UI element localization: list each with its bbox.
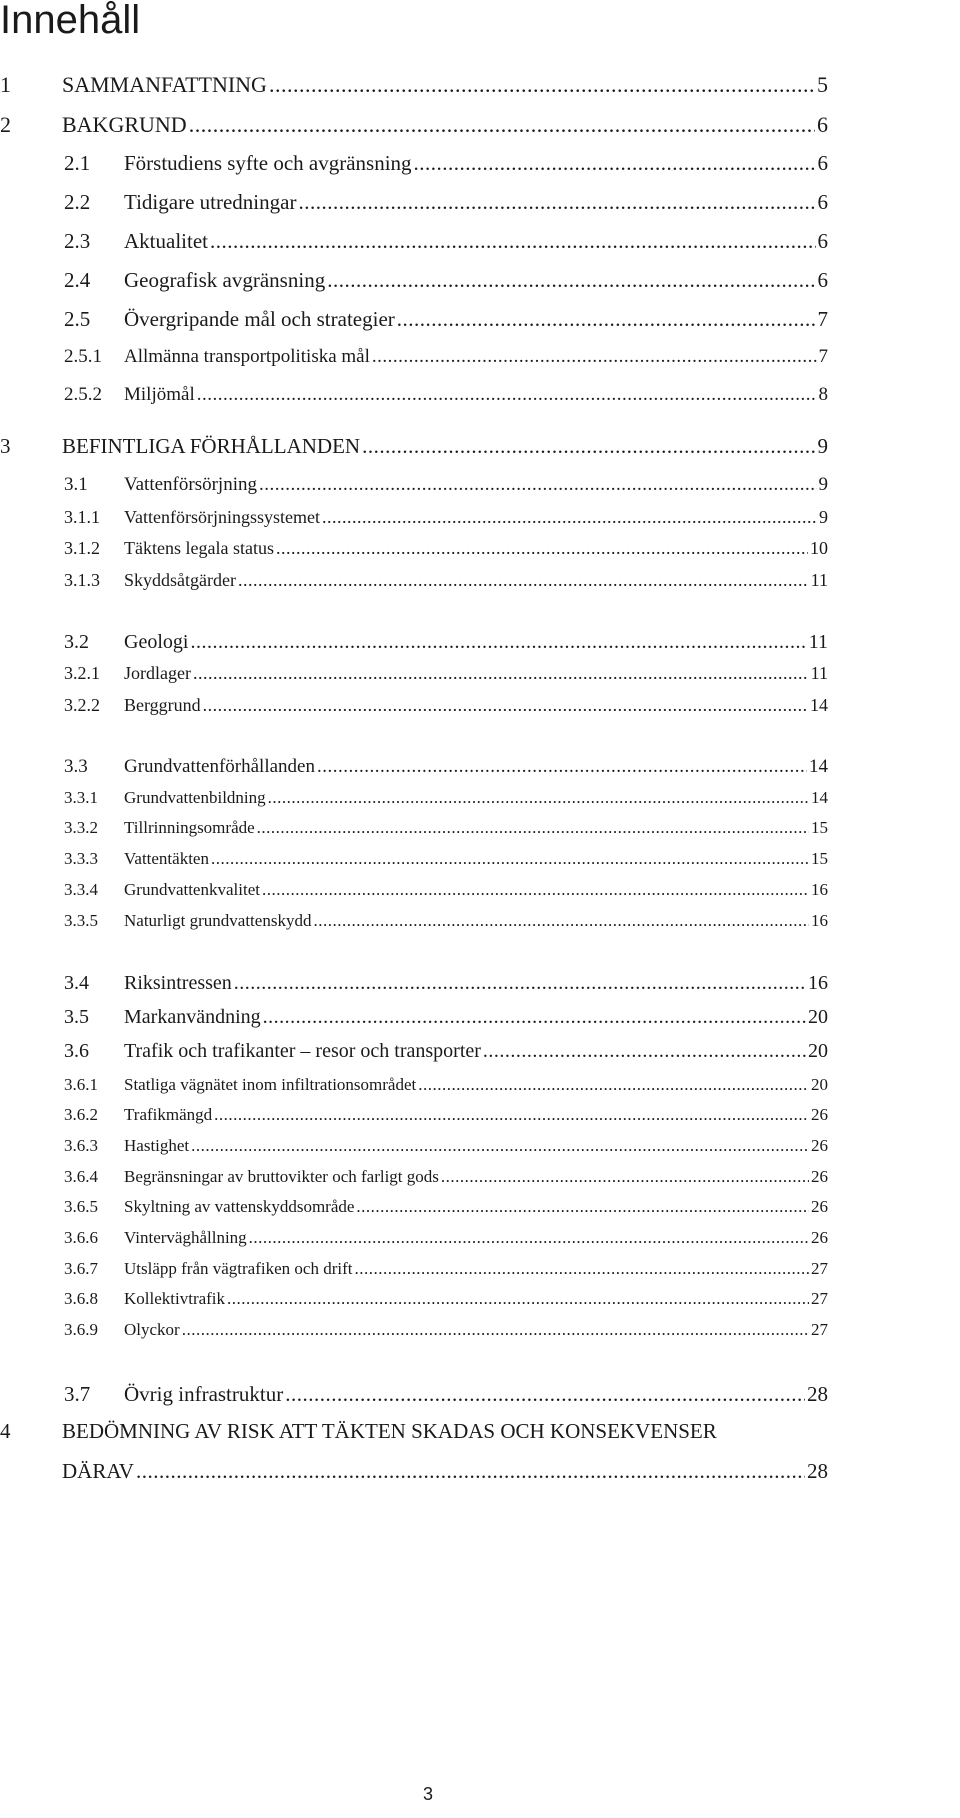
toc-entry-page: 9 (817, 434, 828, 458)
toc-leader-dots (327, 268, 815, 293)
toc-entry-page: 26 (811, 1228, 828, 1247)
toc-entry-number: 3.4 (64, 972, 89, 994)
toc-entry-page: 9 (819, 507, 828, 527)
toc-entry-number: 2.4 (64, 268, 91, 292)
toc-entry[interactable] (64, 695, 828, 716)
toc-entry-page: 10 (810, 538, 828, 558)
toc-entry-number: 3.6.9 (64, 1320, 98, 1339)
toc-entry[interactable] (64, 1075, 828, 1095)
toc-entry-page: 20 (808, 1006, 828, 1028)
toc-leader-dots (354, 1259, 809, 1279)
toc-entry-page: 16 (811, 911, 828, 930)
toc-entry-number: 4 (0, 1419, 11, 1443)
toc-leader-dots (372, 346, 817, 368)
toc-entry-number: 2.5.1 (64, 346, 102, 367)
toc-entry-title: Markanvändning (124, 1006, 261, 1028)
toc-entry[interactable] (64, 818, 828, 838)
toc-entry-page: 6 (817, 151, 828, 175)
toc-entry-title: Aktualitet (124, 229, 208, 253)
toc-entry-number: 3.2.2 (64, 695, 100, 715)
toc-entry[interactable] (64, 151, 828, 176)
toc-entry-title: Vinterväghållning (124, 1228, 247, 1247)
toc-entry-number: 3.5 (64, 1006, 89, 1028)
toc-entry[interactable] (64, 229, 828, 254)
toc-leader-dots (193, 663, 809, 684)
toc-entry[interactable] (64, 1040, 828, 1063)
toc-leader-dots (397, 307, 816, 332)
toc-leader-dots (269, 72, 815, 98)
toc-entry-title: Berggrund (124, 695, 201, 715)
toc-entry-number: 3.6.7 (64, 1259, 98, 1278)
toc-entry-number: 2 (0, 112, 11, 137)
toc-entry-title: Tidigare utredningar (124, 190, 297, 214)
toc-entry[interactable] (0, 72, 828, 98)
toc-entry-page: 14 (810, 695, 828, 715)
toc-leader-dots (268, 788, 809, 808)
toc-entry-title: BAKGRUND (62, 112, 187, 137)
toc-entry-number: 3.6 (64, 1040, 89, 1062)
toc-entry[interactable] (64, 880, 828, 900)
toc-entry[interactable] (64, 849, 828, 869)
page-number: 3 (422, 1784, 433, 1804)
toc-entry-number: 2.5.2 (64, 384, 102, 405)
toc-leader-dots (418, 1075, 809, 1095)
toc-entry-title: Grundvattenkvalitet (124, 880, 260, 899)
toc-entry-title: SAMMANFATTNING (62, 72, 267, 97)
toc-entry-page: 26 (811, 1167, 828, 1186)
toc-leader-dots (197, 384, 817, 406)
page-title: Innehåll (0, 0, 141, 42)
toc-entry[interactable] (64, 570, 828, 591)
toc-entry[interactable] (0, 434, 828, 459)
toc-entry-title: Miljömål (124, 384, 195, 405)
toc-entry-title: Grundvattenbildning (124, 788, 266, 807)
toc-entry[interactable] (64, 788, 828, 808)
toc-entry[interactable] (64, 663, 828, 684)
toc-entry-number: 2.1 (64, 151, 91, 175)
toc-entry-title: Grundvattenförhållanden (124, 756, 315, 777)
toc-entry-page: 15 (811, 818, 828, 837)
toc-entry[interactable] (64, 1006, 828, 1029)
toc-entry-page: 27 (811, 1320, 828, 1339)
toc-entry-number: 2.2 (64, 190, 91, 214)
toc-entry-page: 7 (818, 346, 828, 367)
toc-entry-page: 6 (817, 229, 828, 253)
toc-entry[interactable] (64, 268, 828, 293)
toc-entry-number: 3.3.3 (64, 849, 98, 868)
toc-entry-page: 28 (807, 1382, 828, 1406)
toc-leader-dots (262, 880, 809, 900)
toc-leader-dots (317, 756, 807, 778)
toc-leader-dots (238, 570, 809, 591)
toc-entry-number: 3 (0, 434, 11, 458)
toc-leader-dots (356, 1197, 809, 1217)
toc-entry[interactable] (64, 1105, 828, 1125)
toc-entry[interactable] (64, 307, 828, 332)
toc-entry-page: 26 (811, 1136, 828, 1155)
toc-entry-number: 3.7 (64, 1382, 91, 1406)
toc-entry-page: 15 (811, 849, 828, 868)
toc-entry-page: 27 (811, 1259, 828, 1278)
toc-entry[interactable] (64, 1136, 828, 1156)
toc-entry-page: 6 (817, 268, 828, 292)
toc-entry-number: 3.6.4 (64, 1167, 98, 1186)
toc-entry-number: 3.3.1 (64, 788, 98, 807)
toc-entry-page: 6 (817, 190, 828, 214)
toc-leader-dots (214, 1105, 809, 1125)
toc-entry-page: 20 (811, 1075, 828, 1094)
toc-entry-title: Utsläpp från vägtrafiken och drift (124, 1259, 353, 1278)
toc-leader-dots (234, 972, 806, 995)
toc-entry-title: BEFINTLIGA FÖRHÅLLANDEN (62, 434, 361, 458)
toc-entry[interactable] (64, 474, 828, 496)
toc-entry[interactable] (64, 756, 828, 778)
toc-leader-dots (203, 695, 808, 716)
toc-entry-page: 20 (808, 1040, 828, 1062)
toc-entry-title: Statliga vägnätet inom infiltrationsområdet (124, 1075, 417, 1094)
toc-entry-number: 3.6.3 (64, 1136, 98, 1155)
toc-entry-page: 11 (808, 631, 828, 653)
toc-entry[interactable] (64, 190, 828, 215)
toc-leader-dots (190, 631, 806, 654)
toc-entry-page: 8 (818, 384, 828, 405)
toc-entry[interactable] (64, 1228, 828, 1248)
toc-entry-title: Kollektivtrafik (124, 1289, 226, 1308)
toc-entry[interactable] (0, 112, 828, 138)
toc-leader-dots (189, 112, 815, 138)
toc-leader-dots (259, 474, 817, 496)
toc-entry-page: 26 (811, 1197, 828, 1216)
toc-leader-dots (210, 229, 816, 254)
toc-leader-dots (227, 1289, 809, 1309)
toc-entry-title: Vattenförsörjningssystemet (124, 507, 320, 527)
toc-entry-title: Vattenförsörjning (124, 474, 257, 495)
toc-entry-title: Förstudiens syfte och avgränsning (124, 151, 412, 175)
toc-entry-page: 14 (809, 756, 828, 777)
toc-entry-title: Hastighet (124, 1136, 190, 1155)
toc-leader-dots (182, 1320, 809, 1340)
toc-entry-title: DÄRAV (62, 1459, 134, 1483)
toc-entry-page: 7 (817, 307, 828, 331)
toc-entry-page: 16 (808, 972, 828, 994)
toc-entry-number: 3.6.8 (64, 1289, 98, 1308)
toc-entry-page: 28 (807, 1459, 828, 1483)
toc-entry[interactable] (64, 911, 828, 931)
toc-entry-title: Begränsningar av bruttovikter och farligt gods (124, 1167, 439, 1186)
toc-entry-title: Skyltning av vattenskyddsområde (124, 1197, 355, 1216)
toc-entry-title: Övergripande mål och strategier (124, 307, 395, 331)
toc-leader-dots (191, 1136, 809, 1156)
toc-entry-title: Täktens legala status (124, 538, 274, 558)
toc-entry-number: 1 (0, 72, 11, 97)
toc-entry[interactable] (0, 1419, 828, 1444)
toc-leader-dots (298, 190, 815, 215)
toc-entry-number: 3.3.2 (64, 818, 98, 837)
toc-entry-title: Vattentäkten (124, 849, 209, 868)
toc-entry-number: 3.3.5 (64, 911, 98, 930)
toc-entry-title: Skyddsåtgärder (124, 570, 236, 590)
toc-entry-number: 3.6.2 (64, 1105, 98, 1124)
toc-entry-number: 3.6.6 (64, 1228, 98, 1247)
toc-entry-number: 3.1 (64, 474, 88, 495)
toc-entry[interactable] (64, 1382, 828, 1407)
toc-leader-dots (362, 434, 815, 459)
toc-entry-number: 3.3.4 (64, 880, 98, 899)
toc-leader-dots (249, 1228, 809, 1248)
toc-entry[interactable] (64, 384, 828, 406)
toc-entry-page: 26 (811, 1105, 828, 1124)
toc-entry[interactable] (64, 631, 828, 654)
toc-entry[interactable] (64, 346, 828, 368)
toc-entry[interactable] (64, 1259, 828, 1279)
toc-entry-title: Tillrinningsområde (124, 818, 255, 837)
toc-entry-title: Trafikmängd (124, 1105, 213, 1124)
toc-entry-number: 3.1.2 (64, 538, 100, 558)
toc-entry-number: 3.1.1 (64, 507, 100, 527)
toc-entry-number: 3.6.1 (64, 1075, 98, 1094)
toc-leader-dots (414, 151, 816, 176)
toc-entry[interactable] (64, 972, 828, 995)
toc-entry-page: 11 (810, 663, 828, 683)
toc-entry[interactable] (64, 507, 828, 528)
toc-entry-title: Geologi (124, 631, 189, 653)
toc-entry-title: Jordlager (124, 663, 191, 683)
toc-entry-page: 9 (818, 474, 828, 495)
toc-entry[interactable] (64, 538, 828, 559)
toc-leader-dots (263, 1006, 806, 1029)
toc-leader-dots (483, 1040, 806, 1063)
toc-entry-page: 27 (811, 1289, 828, 1308)
toc-leader-dots (313, 911, 809, 931)
toc-entry-number: 3.2.1 (64, 663, 100, 683)
toc-entry-number: 3.6.5 (64, 1197, 98, 1216)
toc-leader-dots (136, 1459, 805, 1484)
toc-entry[interactable] (64, 1167, 828, 1187)
toc-entry-title: Naturligt grundvattenskydd (124, 911, 312, 930)
toc-entry-page: 5 (817, 72, 828, 97)
toc-entry[interactable] (64, 1197, 828, 1217)
toc-leader-dots (322, 507, 817, 528)
toc-leader-dots (211, 849, 809, 869)
toc-entry-number: 3.1.3 (64, 570, 100, 590)
toc-entry-number: 3.3 (64, 756, 88, 777)
toc-entry-page: 14 (811, 788, 828, 807)
toc-entry-number: 3.2 (64, 631, 89, 653)
toc-leader-dots (257, 818, 809, 838)
toc-entry-title: BEDÖMNING AV RISK ATT TÄKTEN SKADAS OCH KONSEKVENSER (62, 1419, 717, 1443)
toc-entry[interactable] (64, 1320, 828, 1340)
toc-entry-page: 6 (817, 112, 828, 137)
toc-leader-dots (276, 538, 808, 559)
toc-leader-dots (285, 1382, 805, 1407)
toc-entry-title: Trafik och trafikanter – resor och transporter (124, 1040, 481, 1062)
toc-entry-title: Olyckor (124, 1320, 180, 1339)
toc-entry-title: Riksintressen (124, 972, 232, 994)
toc-entry-page: 16 (811, 880, 828, 899)
toc-entry[interactable] (64, 1289, 828, 1309)
toc-entry-number: 2.3 (64, 229, 91, 253)
toc-leader-dots (441, 1167, 809, 1187)
toc-entry-number: 2.5 (64, 307, 91, 331)
toc-entry-title: Övrig infrastruktur (124, 1382, 284, 1406)
toc-entry-title: Geografisk avgränsning (124, 268, 326, 292)
toc-entry-title: Allmänna transportpolitiska mål (124, 346, 370, 367)
toc-entry-page: 11 (810, 570, 828, 590)
toc-entry[interactable] (0, 1459, 828, 1484)
